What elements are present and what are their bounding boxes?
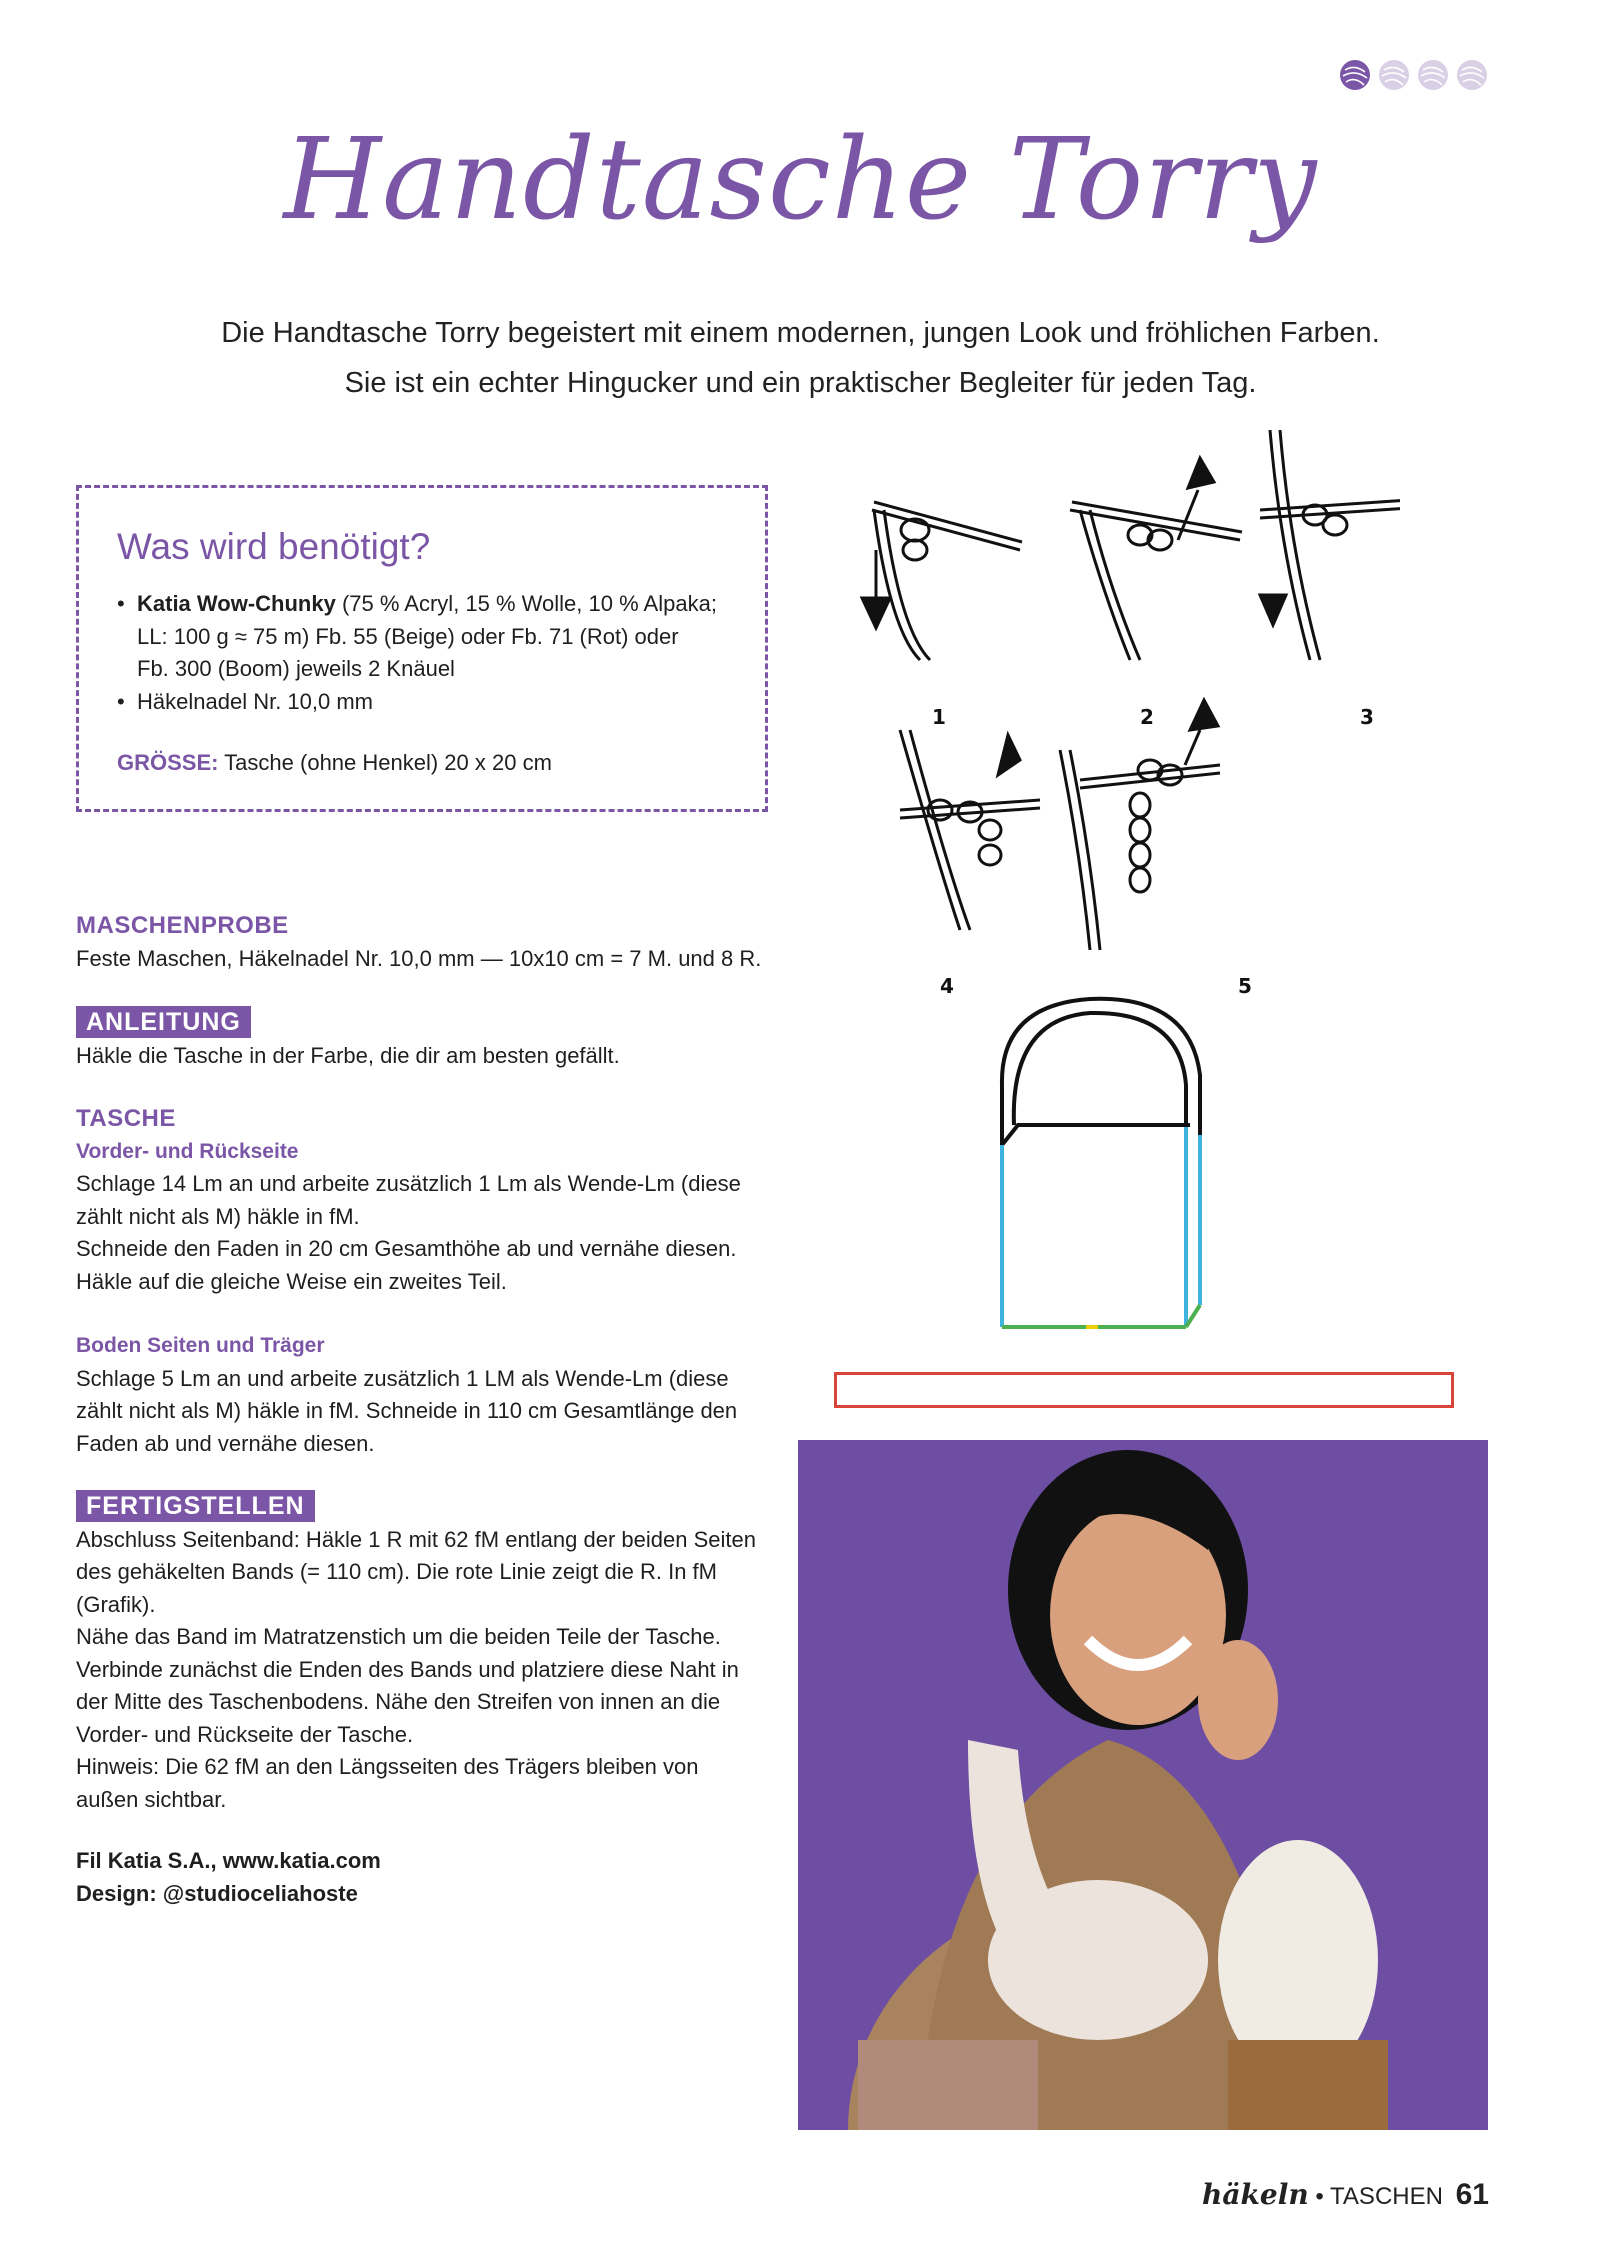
text-line: Schneide den Faden in 20 cm Gesamthöhe ab und vernähe diesen.: [76, 1236, 737, 1261]
bag-schematic: [990, 985, 1220, 1335]
bag-section: [76, 1103, 776, 1460]
step-number: 1: [932, 705, 946, 729]
intro-line: Sie ist ein echter Hingucker und ein praktischer Begleiter für jeden Tag.: [344, 367, 1257, 399]
diagram-step-2: [1070, 458, 1242, 660]
size-value: Tasche (ohne Henkel) 20 x 20 cm: [218, 750, 552, 775]
yarn-detail: (75 % Acryl, 15 % Wolle, 10 % Alpaka;: [335, 591, 717, 616]
step-number: 4: [940, 974, 954, 998]
diagram-step-5: [1060, 700, 1220, 950]
credit-line: Design: @studioceliahoste: [76, 1880, 358, 1906]
text-line: Schlage 5 Lm an und arbeite zusätzlich 1 LM als Wende-Lm (diese: [76, 1365, 729, 1391]
yarn-ball-icon: [1379, 60, 1409, 90]
list-item: [117, 588, 737, 686]
page-title: Handtasche Torry: [283, 115, 1318, 245]
text-line: Nähe das Band im Matratzenstich um die beiden Teile der Tasche.: [76, 1624, 721, 1649]
difficulty-rating: [1338, 58, 1490, 92]
yarn-detail: Fb. 300 (Boom) jeweils 2 Knäuel: [137, 656, 455, 681]
text-line: des gehäkelten Bands (= 110 cm). Die rote Linie zeigt die R. In fM: [76, 1559, 717, 1584]
step-number: 5: [1238, 974, 1252, 998]
materials-list: [117, 588, 737, 718]
intro-line: Die Handtasche Torry begeistert mit einem modernen, jungen Look und fröhlichen Farben.: [221, 317, 1380, 349]
finishing-section: [76, 1490, 776, 1816]
text-line: zählt nicht als M) häkle in fM.: [76, 1203, 360, 1229]
diagram-step-1: [862, 502, 1022, 660]
yarn-name: Katia Wow-Chunky: [137, 591, 336, 616]
text-line: Hinweis: Die 62 fM an den Längsseiten des Trägers bleiben von: [76, 1754, 699, 1779]
yarn-ball-icon: [1418, 60, 1448, 90]
front-heading: Vorder- und Rückseite: [76, 1139, 299, 1163]
step-number: 3: [1360, 705, 1374, 729]
text-line: Faden ab und vernähe diesen.: [76, 1430, 375, 1456]
text-line: Häkle auf die gleiche Weise ein zweites Teil.: [76, 1268, 507, 1294]
page-number: 61: [1455, 2178, 1489, 2211]
yarn-detail: LL: 100 g ≈ 75 m) Fb. 55 (Beige) oder Fb. 71 (Rot) oder: [137, 623, 679, 649]
footer-brand: häkeln: [1202, 2178, 1309, 2211]
text-line: der Mitte des Taschenbodens. Nähe den Streifen von innen an die: [76, 1689, 721, 1714]
yarn-ball-icon: [1457, 60, 1487, 90]
text-line: (Grafik).: [76, 1591, 156, 1617]
credits: [76, 1845, 776, 1910]
gauge-heading: MASCHENPROBE: [76, 912, 289, 939]
yarn-ball-icon: [1340, 60, 1370, 90]
bag-heading: TASCHE: [76, 1105, 176, 1132]
bottom-heading: Boden Seiten und Träger: [76, 1334, 325, 1357]
size-info: [117, 750, 552, 776]
text-line: Verbinde zunächst die Enden des Bands und platziere diese Naht in: [76, 1656, 739, 1682]
text-line: Schlage 14 Lm an und arbeite zusätzlich 1 Lm als Wende-Lm (diese: [76, 1171, 741, 1196]
materials-heading: Was wird benötigt?: [117, 526, 431, 567]
footer-section: • TASCHEN: [1315, 2183, 1443, 2210]
intro-text: [100, 308, 1501, 408]
size-label: GRÖSSE:: [117, 750, 219, 775]
instructions-heading: ANLEITUNG: [76, 1006, 251, 1038]
diagram-step-4: [900, 730, 1040, 930]
model-illustration: [798, 1440, 1488, 2130]
text-line: Abschluss Seitenband: Häkle 1 R mit 62 fM entlang der beiden Seiten: [76, 1526, 756, 1552]
gauge-text: Feste Maschen, Häkelnadel Nr. 10,0 mm — 10x10 cm = 7 M. und 8 R.: [76, 945, 762, 971]
text-line: zählt nicht als M) häkle in fM. Schneide in 110 cm Gesamtlänge den: [76, 1398, 738, 1423]
text-line: Vorder- und Rückseite der Tasche.: [76, 1721, 414, 1747]
finishing-heading: FERTIGSTELLEN: [76, 1490, 315, 1522]
step-number: 2: [1140, 705, 1154, 729]
materials-box: [76, 485, 768, 812]
instructions-section: [76, 1006, 776, 1072]
list-item: • Häkelnadel Nr. 10,0 mm: [117, 686, 737, 719]
product-photo: [798, 1440, 1488, 2130]
gauge-section: [76, 910, 776, 975]
strap-diagram: [834, 1372, 1454, 1408]
crochet-diagram: [840, 430, 1400, 1010]
page-footer: [1202, 2178, 1489, 2212]
credit-line: Fil Katia S.A., www.katia.com: [76, 1848, 381, 1873]
text-line: außen sichtbar.: [76, 1786, 227, 1812]
instructions-text: Häkle die Tasche in der Farbe, die dir am besten gefällt.: [76, 1042, 620, 1068]
diagram-step-3: [1260, 430, 1400, 660]
